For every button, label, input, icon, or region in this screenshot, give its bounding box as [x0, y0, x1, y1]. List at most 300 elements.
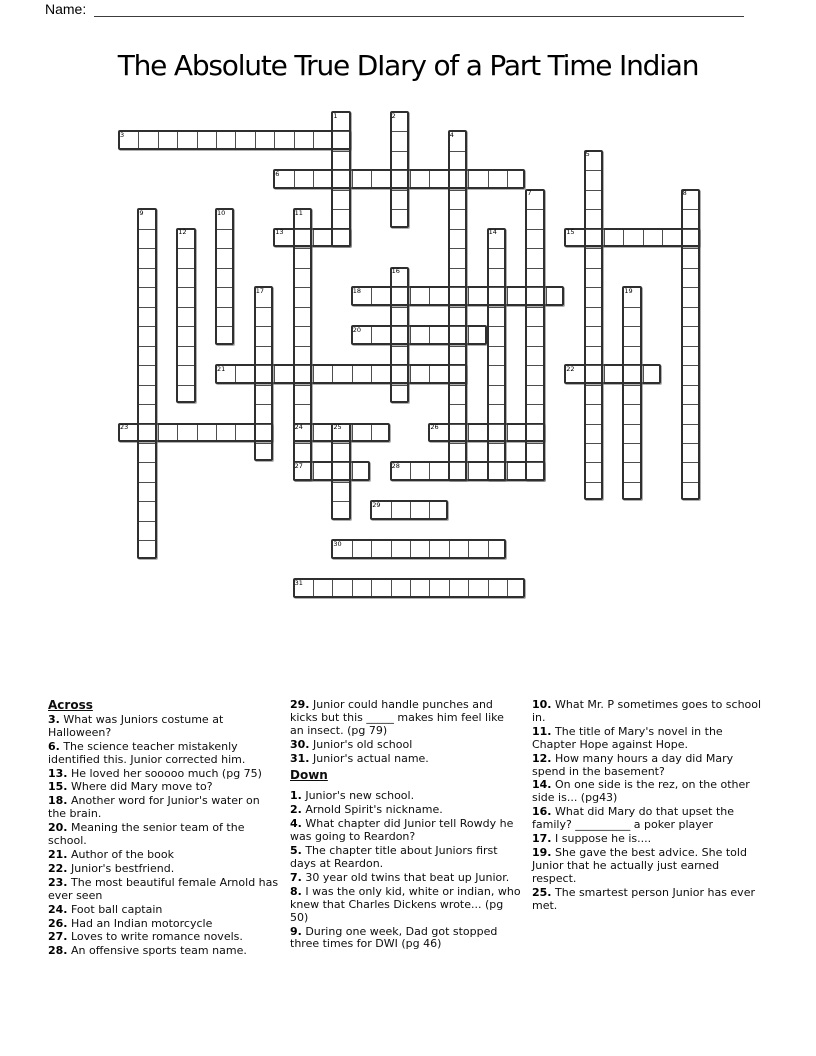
crossword-cell[interactable]	[139, 386, 154, 405]
crossword-cell[interactable]	[139, 132, 158, 147]
crossword-cell[interactable]	[217, 269, 232, 288]
clue-number: 8.	[290, 884, 302, 898]
crossword-cell[interactable]	[527, 463, 542, 482]
crossword-cell[interactable]	[139, 230, 154, 249]
crossword-cell[interactable]	[295, 463, 310, 482]
crossword-cell[interactable]	[178, 386, 193, 405]
crossword-cell[interactable]	[683, 269, 698, 288]
crossword-cell[interactable]	[683, 327, 698, 346]
crossword-cell[interactable]	[624, 483, 639, 502]
crossword-cell[interactable]	[333, 171, 348, 190]
clue-number: 3.	[48, 712, 60, 726]
crossword-cell[interactable]	[295, 327, 310, 346]
crossword-word-22-across	[564, 364, 661, 383]
cell-number-23: 23	[120, 423, 129, 432]
clue-28: 28. An offensive sports team name.	[48, 944, 247, 958]
crossword-cell[interactable]	[295, 171, 314, 186]
crossword-cell[interactable]	[624, 327, 639, 346]
crossword-cell[interactable]	[178, 327, 193, 346]
crossword-cell[interactable]	[411, 288, 430, 303]
crossword-cell[interactable]	[586, 463, 601, 482]
crossword-cell[interactable]	[450, 191, 465, 210]
clue-30: 30. Junior's old school	[290, 737, 413, 751]
crossword-cell[interactable]	[683, 191, 698, 210]
crossword-cell[interactable]	[489, 327, 504, 346]
crossword-cell[interactable]	[139, 541, 154, 560]
cell-number-8: 8	[682, 189, 687, 198]
crossword-cell[interactable]	[139, 308, 154, 327]
crossword-cell[interactable]	[527, 210, 542, 229]
crossword-cell[interactable]	[683, 425, 698, 444]
crossword-cell[interactable]	[644, 230, 663, 245]
crossword-cell[interactable]	[256, 405, 271, 424]
crossword-cell[interactable]	[527, 308, 542, 327]
crossword-cell[interactable]	[295, 347, 310, 366]
crossword-cell[interactable]	[217, 210, 232, 229]
crossword-cell[interactable]	[450, 308, 465, 327]
crossword-cell[interactable]	[450, 444, 465, 463]
crossword-cell[interactable]	[430, 366, 449, 381]
crossword-cell[interactable]	[683, 308, 698, 327]
crossword-cell[interactable]	[450, 541, 469, 556]
crossword-cell[interactable]	[508, 171, 527, 186]
crossword-cell[interactable]	[624, 405, 639, 424]
crossword-cell[interactable]	[527, 327, 542, 346]
clue-number: 14.	[532, 778, 552, 792]
crossword-cell[interactable]	[392, 347, 407, 366]
crossword-cell[interactable]	[489, 269, 504, 288]
crossword-cell[interactable]	[430, 541, 449, 556]
crossword-cell[interactable]	[236, 366, 255, 381]
crossword-cell[interactable]	[139, 483, 154, 502]
crossword-cell[interactable]	[450, 327, 465, 346]
crossword-cell[interactable]	[217, 249, 232, 268]
crossword-cell[interactable]	[411, 327, 430, 342]
crossword-cell[interactable]	[198, 132, 217, 147]
crossword-cell[interactable]	[411, 171, 430, 186]
crossword-cell[interactable]	[566, 366, 585, 381]
crossword-cell[interactable]	[217, 288, 232, 307]
crossword-cell[interactable]	[333, 444, 348, 463]
crossword-cell[interactable]	[217, 425, 236, 440]
crossword-cell[interactable]	[217, 366, 236, 381]
crossword-cell[interactable]	[527, 191, 542, 210]
crossword-cell[interactable]	[372, 425, 391, 440]
crossword-cell[interactable]	[430, 502, 449, 517]
crossword-cell[interactable]	[586, 308, 601, 327]
crossword-cell[interactable]	[275, 171, 294, 186]
crossword-cell[interactable]	[624, 425, 639, 444]
crossword-cell[interactable]	[624, 308, 639, 327]
crossword-cell[interactable]	[527, 249, 542, 268]
crossword-word-4-down	[448, 130, 467, 480]
crossword-cell[interactable]	[295, 386, 310, 405]
crossword-cell[interactable]	[139, 425, 154, 444]
crossword-cell[interactable]	[586, 249, 601, 268]
crossword-cell[interactable]	[139, 327, 154, 346]
crossword-cell[interactable]	[392, 269, 407, 288]
crossword-cell[interactable]	[392, 463, 411, 478]
crossword-cell[interactable]	[256, 366, 271, 385]
crossword-cell[interactable]	[683, 347, 698, 366]
crossword-cell[interactable]	[295, 366, 310, 385]
crossword-cell[interactable]	[333, 541, 352, 556]
crossword-cell[interactable]	[411, 541, 430, 556]
crossword-cell[interactable]	[586, 425, 601, 444]
clue-12: 12. How many hours a day did Mary spend in the basement?	[532, 751, 734, 778]
crossword-cell[interactable]	[450, 386, 465, 405]
crossword-cell[interactable]	[217, 308, 232, 327]
crossword-cell[interactable]	[178, 288, 193, 307]
crossword-cell[interactable]	[489, 541, 508, 556]
crossword-cell[interactable]	[586, 347, 601, 366]
crossword-cell[interactable]	[469, 171, 488, 186]
crossword-cell[interactable]	[586, 269, 601, 288]
crossword-cell[interactable]	[178, 269, 193, 288]
crossword-cell[interactable]	[527, 347, 542, 366]
crossword-cell[interactable]	[586, 171, 601, 190]
crossword-cell[interactable]	[392, 113, 407, 132]
crossword-cell[interactable]	[333, 210, 348, 229]
crossword-cell[interactable]	[372, 580, 391, 595]
crossword-cell[interactable]	[139, 347, 154, 366]
crossword-cell[interactable]	[353, 463, 372, 478]
crossword-cell[interactable]	[333, 366, 352, 381]
crossword-cell[interactable]	[683, 405, 698, 424]
crossword-cell[interactable]	[527, 366, 542, 385]
crossword-cell[interactable]	[295, 269, 310, 288]
crossword-cell[interactable]	[178, 230, 193, 249]
crossword-cell[interactable]	[430, 580, 449, 595]
crossword-cell[interactable]	[139, 522, 154, 541]
crossword-cell[interactable]	[139, 269, 154, 288]
crossword-cell[interactable]	[333, 502, 348, 521]
crossword-cell[interactable]	[217, 327, 232, 346]
crossword-cell[interactable]	[430, 425, 449, 440]
crossword-cell[interactable]	[527, 444, 542, 463]
crossword-cell[interactable]	[178, 308, 193, 327]
crossword-cell[interactable]	[489, 171, 508, 186]
down-header-label: Down	[290, 767, 328, 782]
crossword-cell[interactable]	[178, 366, 193, 385]
crossword-cell[interactable]	[333, 132, 348, 151]
crossword-cell[interactable]	[295, 580, 314, 595]
crossword-cell[interactable]	[489, 425, 504, 444]
crossword-cell[interactable]	[353, 327, 372, 342]
clue-9: 9. During one week, Dad got stopped three times for DWI (pg 46)	[290, 924, 498, 951]
crossword-cell[interactable]	[392, 152, 407, 171]
crossword-cell[interactable]	[178, 425, 197, 440]
crossword-cell[interactable]	[527, 386, 542, 405]
crossword-cell[interactable]	[489, 444, 504, 463]
crossword-cell[interactable]	[178, 249, 193, 268]
crossword-cell[interactable]	[120, 132, 139, 147]
crossword-cell[interactable]	[392, 386, 407, 405]
crossword-cell[interactable]	[683, 230, 698, 249]
crossword-cell[interactable]	[256, 347, 271, 366]
crossword-cell[interactable]	[508, 580, 527, 595]
crossword-cell[interactable]	[256, 425, 271, 444]
crossword-cell[interactable]	[314, 366, 333, 381]
crossword-cell[interactable]	[527, 425, 542, 444]
crossword-cell[interactable]	[295, 444, 310, 463]
crossword-cell[interactable]	[392, 327, 407, 346]
crossword-cell[interactable]	[469, 463, 488, 478]
crossword-cell[interactable]	[411, 366, 430, 381]
clue-number: 31.	[290, 751, 310, 765]
crossword-cell[interactable]	[295, 288, 310, 307]
crossword-cell[interactable]	[139, 405, 154, 424]
crossword-cell[interactable]	[333, 152, 348, 171]
clue-5: 5. The chapter title about Juniors first days at Reardon.	[290, 844, 498, 870]
crossword-cell[interactable]	[489, 347, 504, 366]
crossword-cell[interactable]	[333, 580, 352, 595]
crossword-cell[interactable]	[236, 132, 255, 147]
crossword-cell[interactable]	[586, 327, 601, 346]
crossword-cell[interactable]	[411, 502, 430, 517]
crossword-word-11-down	[293, 208, 312, 481]
crossword-cell[interactable]	[372, 541, 391, 556]
crossword-cell[interactable]	[256, 308, 271, 327]
crossword-cell[interactable]	[411, 463, 430, 478]
crossword-cell[interactable]	[527, 405, 542, 424]
crossword-cell[interactable]	[624, 288, 639, 307]
crossword-cell[interactable]	[314, 580, 333, 595]
clue-11: 11. The title of Mary's novel in the Chapter Hope against Hope.	[532, 724, 723, 751]
crossword-cell[interactable]	[430, 288, 449, 303]
crossword-cell[interactable]	[256, 132, 275, 147]
crossword-cell[interactable]	[295, 249, 310, 268]
cell-number-28: 28	[391, 461, 400, 470]
crossword-cell[interactable]	[139, 444, 154, 463]
crossword-cell[interactable]	[450, 347, 465, 366]
crossword-cell[interactable]	[469, 288, 488, 303]
crossword-cell[interactable]	[586, 483, 601, 502]
crossword-cell[interactable]	[683, 463, 698, 482]
crossword-word-7-down	[525, 189, 544, 481]
cell-number-16: 16	[391, 267, 400, 276]
crossword-cell[interactable]	[178, 132, 197, 147]
crossword-cell[interactable]	[159, 132, 178, 147]
cell-number-26: 26	[430, 423, 439, 432]
crossword-cell[interactable]	[392, 210, 407, 229]
crossword-cell[interactable]	[372, 502, 391, 517]
crossword-cell[interactable]	[683, 288, 698, 307]
crossword-cell[interactable]	[489, 366, 504, 385]
crossword-cell[interactable]	[392, 308, 407, 327]
crossword-cell[interactable]	[527, 288, 542, 307]
crossword-cell[interactable]	[159, 425, 178, 440]
crossword-cell[interactable]	[217, 132, 236, 147]
crossword-cell[interactable]	[489, 249, 504, 268]
crossword-word-10-down	[215, 208, 234, 344]
cell-number-30: 30	[333, 539, 342, 548]
crossword-cell[interactable]	[547, 288, 566, 303]
crossword-cell[interactable]	[333, 463, 348, 482]
crossword-cell[interactable]	[139, 249, 154, 268]
crossword-cell[interactable]	[392, 366, 407, 385]
crossword-cell[interactable]	[683, 444, 698, 463]
crossword-cell[interactable]	[605, 230, 624, 245]
crossword-cell[interactable]	[450, 463, 465, 482]
crossword-cell[interactable]	[450, 230, 465, 249]
crossword-cell[interactable]	[586, 444, 601, 463]
crossword-cell[interactable]	[139, 288, 154, 307]
crossword-cell[interactable]	[411, 580, 430, 595]
crossword-cell[interactable]	[450, 580, 469, 595]
crossword-cell[interactable]	[392, 541, 411, 556]
crossword-cell[interactable]	[295, 308, 310, 327]
crossword-cell[interactable]	[392, 580, 411, 595]
crossword-cell[interactable]	[489, 405, 504, 424]
crossword-cell[interactable]	[353, 425, 372, 440]
crossword-cell[interactable]	[275, 366, 294, 381]
crossword-cell[interactable]	[586, 386, 601, 405]
crossword-cell[interactable]	[586, 405, 601, 424]
crossword-cell[interactable]	[139, 502, 154, 521]
clue-number: 11.	[532, 724, 552, 738]
crossword-cell[interactable]	[450, 210, 465, 229]
crossword-cell[interactable]	[624, 386, 639, 405]
crossword-cell[interactable]	[139, 366, 154, 385]
crossword-cell[interactable]	[295, 405, 310, 424]
crossword-cell[interactable]	[450, 132, 465, 151]
crossword-cell[interactable]	[392, 502, 411, 517]
crossword-cell[interactable]	[489, 463, 504, 482]
crossword-cell[interactable]	[139, 210, 154, 229]
crossword-cell[interactable]	[333, 113, 348, 132]
crossword-cell[interactable]	[527, 269, 542, 288]
crossword-cell[interactable]	[566, 230, 585, 245]
clue-number: 17.	[532, 832, 552, 846]
crossword-cell[interactable]	[353, 171, 372, 186]
crossword-cell[interactable]	[586, 210, 601, 229]
cell-number-24: 24	[294, 423, 303, 432]
crossword-cell[interactable]	[489, 308, 504, 327]
crossword-cell[interactable]	[295, 210, 310, 229]
crossword-cell[interactable]	[683, 366, 698, 385]
crossword-cell[interactable]	[469, 541, 488, 556]
crossword-cell[interactable]	[372, 327, 391, 342]
clue-2: 2. Arnold Spirit's nickname.	[290, 803, 443, 817]
clue-number: 2.	[290, 803, 302, 817]
crossword-cell[interactable]	[353, 366, 372, 381]
cell-number-11: 11	[294, 208, 303, 217]
crossword-cell[interactable]	[450, 152, 465, 171]
clue-number: 4.	[290, 817, 302, 831]
crossword-cell[interactable]	[372, 366, 391, 381]
crossword-cell[interactable]	[586, 230, 601, 249]
crossword-cell[interactable]	[353, 541, 372, 556]
crossword-cell[interactable]	[256, 386, 271, 405]
crossword-word-9-down	[137, 208, 156, 558]
crossword-cell[interactable]	[450, 425, 465, 444]
crossword-cell[interactable]	[450, 366, 465, 385]
crossword-cell[interactable]	[527, 230, 542, 249]
crossword-cell[interactable]	[430, 171, 449, 186]
crossword-cell[interactable]	[392, 171, 407, 190]
crossword-cell[interactable]	[450, 171, 465, 190]
crossword-cell[interactable]	[624, 366, 639, 385]
crossword-cell[interactable]	[644, 366, 663, 381]
crossword-cell[interactable]	[333, 230, 348, 249]
crossword-cell[interactable]	[430, 463, 449, 478]
crossword-cell[interactable]	[353, 580, 372, 595]
clues-column-2	[290, 699, 521, 959]
crossword-cell[interactable]	[624, 347, 639, 366]
crossword-cell[interactable]	[450, 269, 465, 288]
clue-24: 24. Foot ball captain	[48, 902, 163, 916]
crossword-cell[interactable]	[624, 463, 639, 482]
crossword-cell[interactable]	[586, 152, 601, 171]
crossword-cell[interactable]	[353, 288, 372, 303]
crossword-cell[interactable]	[295, 132, 314, 147]
crossword-cell[interactable]	[198, 425, 217, 440]
crossword-cell[interactable]	[178, 347, 193, 366]
crossword-cell[interactable]	[333, 425, 348, 444]
crossword-cell[interactable]	[333, 483, 348, 502]
crossword-cell[interactable]	[489, 230, 504, 249]
clue-25: 25. The smartest person Junior has ever met.	[532, 885, 755, 912]
crossword-cell[interactable]	[450, 288, 465, 307]
crossword-cell[interactable]	[469, 580, 488, 595]
clue-number: 22.	[48, 861, 68, 875]
crossword-cell[interactable]	[392, 288, 407, 307]
crossword-cell[interactable]	[586, 191, 601, 210]
crossword-cell[interactable]	[392, 191, 407, 210]
crossword-cell[interactable]	[586, 288, 601, 307]
crossword-cell[interactable]	[683, 386, 698, 405]
crossword-cell[interactable]	[236, 425, 255, 440]
cell-number-5: 5	[585, 150, 590, 159]
clue-number: 13.	[48, 766, 68, 780]
crossword-cell[interactable]	[295, 425, 310, 444]
crossword-cell[interactable]	[295, 230, 310, 249]
cell-number-13: 13	[275, 228, 284, 237]
crossword-cell[interactable]	[256, 327, 271, 346]
crossword-cell[interactable]	[469, 425, 488, 440]
crossword-cell[interactable]	[450, 405, 465, 424]
crossword-cell[interactable]	[586, 366, 601, 385]
crossword-cell[interactable]	[624, 444, 639, 463]
crossword-cell[interactable]	[333, 191, 348, 210]
crossword-cell[interactable]	[450, 249, 465, 268]
crossword-cell[interactable]	[430, 327, 449, 342]
crossword-cell[interactable]	[489, 288, 504, 307]
crossword-cell[interactable]	[469, 327, 488, 342]
crossword-cell[interactable]	[392, 132, 407, 151]
crossword-cell[interactable]	[256, 288, 271, 307]
clue-number: 1.	[290, 789, 302, 803]
crossword-cell[interactable]	[372, 288, 391, 303]
crossword-cell[interactable]	[256, 444, 271, 463]
crossword-cell[interactable]	[683, 249, 698, 268]
crossword-cell[interactable]	[275, 230, 294, 245]
clue-19: 19. She gave the best advice. She told Junior that he actually just earned respect.	[532, 845, 747, 885]
crossword-cell[interactable]	[683, 210, 698, 229]
crossword-cell[interactable]	[663, 230, 682, 245]
cell-number-17: 17	[255, 286, 265, 295]
crossword-cell[interactable]	[489, 580, 508, 595]
crossword-cell[interactable]	[139, 463, 154, 482]
crossword-cell[interactable]	[624, 230, 643, 245]
crossword-cell[interactable]	[372, 171, 391, 186]
crossword-cell[interactable]	[489, 386, 504, 405]
crossword-cell[interactable]	[683, 483, 698, 502]
cell-number-21: 21	[217, 364, 226, 373]
crossword-cell[interactable]	[217, 230, 232, 249]
crossword-cell[interactable]	[275, 132, 294, 147]
